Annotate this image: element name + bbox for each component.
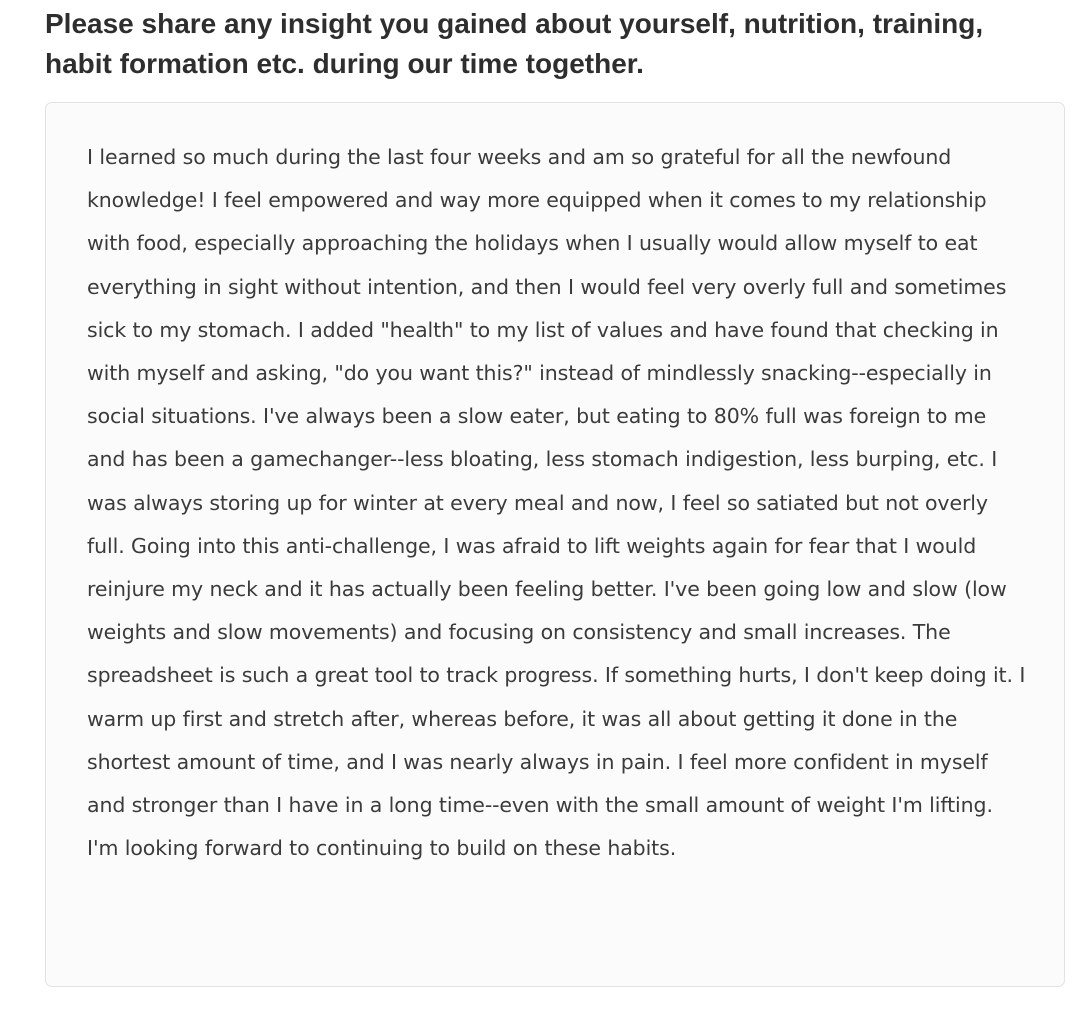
answer-box [45, 102, 1065, 987]
question-label: Please share any insight you gained about yourself, nutrition, training, habit formation etc. during our time together. [45, 8, 984, 79]
answer-text: I learned so much during the last four weeks and am so grateful for all the newfound knowledge! I feel empowered and way more equipped when it comes to my relationship with food, especially approaching the holidays when I usually would allow myself to eat everything in sight without intention, and then I would feel very overly full and sometimes sick to my stomach. I added "health" to my list of values and have found that checking in with myself and asking, "do you want this?" instead of mindlessly snacking--especially in social situations. I've always been a slow eater, but eating to 80% full was foreign to me and has been a gamechanger--less bloating, less stomach indigestion, less burping, etc. I was always storing up for winter at every meal and now, I feel so satiated but not overly full. Going into this anti-challenge, I was afraid to lift weights again for fear that I would reinjure my neck and it has actually been feeling better. I've been going low and slow (low weights and slow movements) and focusing on consistency and small increases. The spreadsheet is such a great tool to track progress. If something hurts, I don't keep doing it. I warm up first and stretch after, whereas before, it was all about getting it done in the shortest amount of time, and I was nearly always in pain. I feel more confident in myself and stronger than I have in a long time--even with the small amount of weight I'm lifting. I'm looking forward to continuing to build on these habits. [87, 145, 1026, 861]
